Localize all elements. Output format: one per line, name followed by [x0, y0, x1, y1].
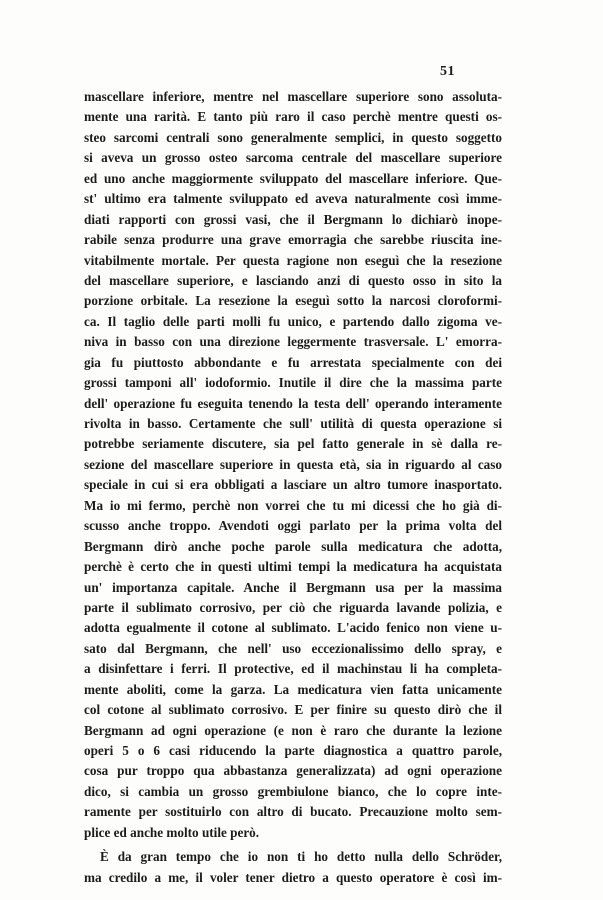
text-line: speciale in cui si era obbligati a lasciare un altro tumore inasportato. [84, 477, 502, 493]
text-line: grossi tamponi all' iodoformio. Inutile il dire che la massima parte [84, 375, 502, 391]
text-line: mascellare inferiore, mentre nel mascellare superiore sono assoluta- [84, 89, 502, 104]
text-line: dell' operazione fu eseguita tenendo la testa dell' operando interamente [84, 395, 502, 411]
text-line: ramente per sostituirlo con altro di bucato. Precauzione molto sem- [84, 804, 502, 820]
text-line: si aveva un grosso osteo sarcoma centrale del mascellare superiore [84, 150, 502, 166]
text-line: st' ultimo era talmente sviluppato ed aveva naturalmente così imme- [84, 191, 502, 207]
text-line: vitabilmente mortale. Per questa ragione non eseguì che la resezione [84, 252, 502, 268]
text-line: del mascellare superiore, e lasciando anzi di questo osso in sito la [84, 272, 502, 288]
text-line: ed uno anche maggiormente sviluppato del mascellare inferiore. Que- [84, 170, 502, 186]
text-line: Bergmann ad ogni operazione (e non è raro che durante la lezione [84, 722, 502, 738]
text-line: col cotone al sublimato corrosivo. E per finire su questo dirò che il [84, 702, 502, 718]
text-line: diati rapporti con grossi vasi, che il Bergmann lo dichiarò inope- [84, 211, 502, 227]
text-line: rivolta in basso. Certamente che sull' utilità di questa operazione si [84, 416, 502, 431]
text-line: parte il sublimato corrosivo, per ciò che riguarda lavande polizia, e [84, 599, 502, 615]
text-line: sato dal Bergmann, che nell' uso eccezionalissimo dello spray, e [84, 640, 502, 656]
paragraph-2 [84, 847, 502, 888]
text-line: steo sarcomi centrali sono generalmente semplici, in questo soggetto [84, 129, 502, 145]
paragraph-1 [84, 87, 502, 843]
text-line: mente aboliti, come la garza. La medicatura vien fatta unicamente [84, 681, 502, 697]
text-line: ca. Il taglio delle parti molli fu unico, e partendo dallo zigoma ve- [84, 313, 502, 329]
text-line: a disinfettare i ferri. Il protective, ed il machinstau li ha completa- [84, 661, 502, 677]
text-line: un' importanza capitale. Anche il Bergmann usa per la massima [84, 579, 502, 595]
text-line: È da gran tempo che io non ti ho detto nulla dello Schröder, [100, 849, 502, 865]
text-line: adotta egualmente il cotone al sublimato. L'acido fenico non viene u- [84, 620, 502, 636]
text-line: porzione orbitale. La resezione la eseguì sotto la narcosi cloroformi- [84, 293, 502, 309]
text-line: operi 5 o 6 casi riducendo la parte diagnostica a quattro parole, [84, 743, 502, 758]
text-line: perchè è certo che in questi ultimi tempi la medicatura ha acquistata [84, 559, 502, 575]
text-line: plice ed anche molto utile però. [84, 824, 260, 840]
text-line: scusso anche troppo. Avendoti oggi parlato per la prima volta del [84, 518, 502, 534]
text-line: Ma io mi fermo, perchè non vorrei che tu mi dicessi che ho già di- [84, 497, 502, 513]
text-line: sezione del mascellare superiore in questa età, sia in riguardo al caso [84, 456, 502, 472]
text-line: rabile senza produrre una grave emorragia che sarebbe riuscita ine- [84, 232, 502, 248]
text-line: mente una rarità. E tanto più raro il caso perchè mentre questi os- [84, 109, 502, 125]
text-line: dico, si cambia un grosso grembiulone bianco, che lo copre inte- [84, 783, 502, 799]
text-line: Bergmann dirò anche poche parole sulla medicatura che adotta, [84, 538, 502, 554]
page-number: 51 [440, 64, 455, 79]
text-line: niva in basso con una direzione leggermente trasversale. L' emorra- [84, 334, 502, 350]
text-line: cosa pur troppo qua abbastanza generalizzata) ad ogni operazione [84, 763, 502, 779]
text-line: ma credilo a me, il voler tener dietro a questo operatore è così im- [84, 869, 502, 885]
text-line: potrebbe seriamente discutere, sia pel fatto generale in sè dalla re- [84, 436, 502, 452]
body-text [84, 87, 502, 888]
text-line: gia fu piuttosto abbondante e fu arrestata specialmente con dei [84, 354, 502, 370]
